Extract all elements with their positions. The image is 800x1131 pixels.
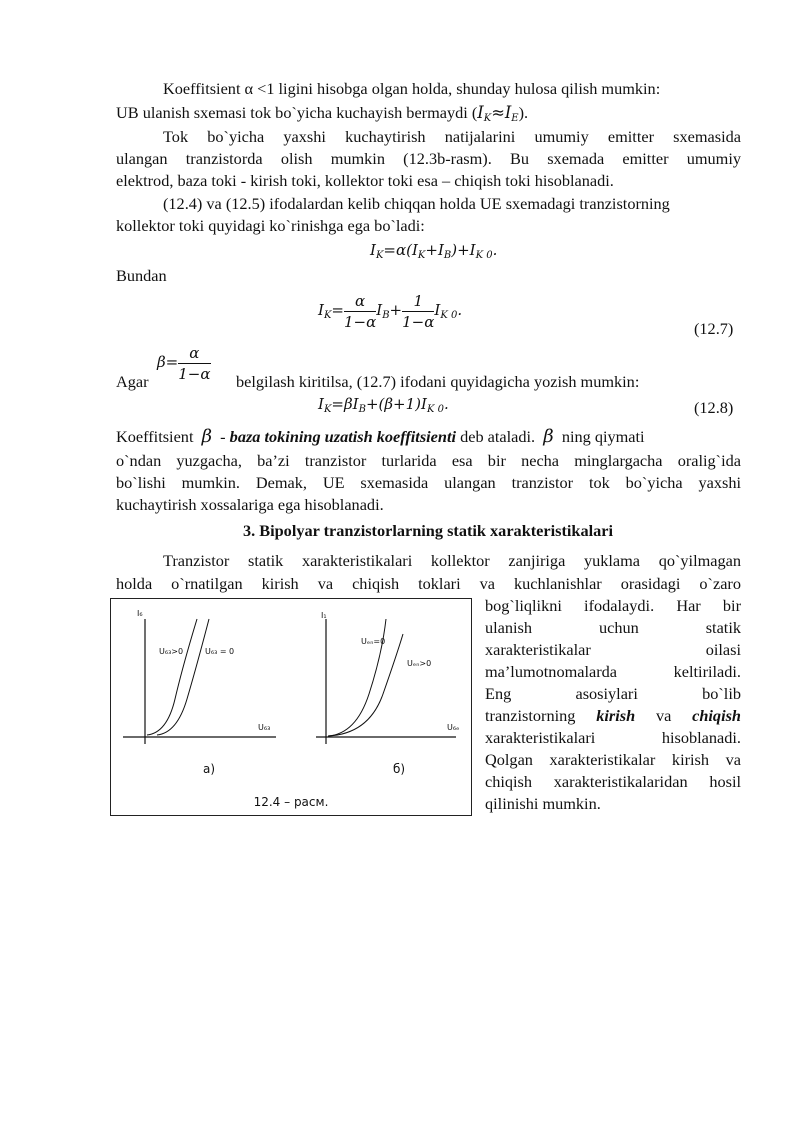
paragraph-1-line-1: Koeffitsient α <1 ligini hisobga olgan holda, shunday hulosa qilish mumkin: — [163, 79, 661, 98]
equation-12-7: $I_K=$ $\frac{\alpha}{1-\alpha}$ $I_B+$ $\frac{1}{1-\alpha}$ $I_{K 0}$. — [318, 291, 463, 331]
side-text-line-1: bog`liqlikni ifodalaydi. Har bir — [485, 596, 741, 615]
plot-b-y-label: I₁ — [321, 611, 327, 620]
equation-12-7-number: (12.7) — [694, 319, 734, 338]
plot-a-x-label: U₆₃ — [258, 723, 271, 732]
side-text-line-8: Qolgan xarakteristikalar kirish va — [485, 750, 741, 769]
paragraph-1-line-2: UB ulanish sxemasi tok bo`yicha kuchayish bermaydi $(I_K\approx I_E)$. — [116, 103, 529, 124]
beta-definition: β= $\frac{\alpha}{1-\alpha}$ — [157, 343, 211, 383]
figure-12-4 — [110, 598, 472, 816]
side-text-line-2: ulanish uchun statik — [485, 618, 741, 637]
figure-caption: 12.4 – расм. — [253, 795, 329, 809]
paragraph-3-line-2: kollektor toki quyidagi ko`rinishga ega bo`ladi: — [116, 216, 425, 235]
paragraph-2-line-2: ulangan tranzistorda olish mumkin (12.3b-rasm). Bu sxemada emitter umumiy — [116, 149, 741, 168]
side-text-line-6: tranzistorning kirish va chiqish — [485, 706, 741, 725]
paragraph-3-line-1: (12.4) va (12.5) ifodalardan kelib chiqqan holda UE sxemadagi tranzistorning — [163, 194, 670, 213]
plot-a-curve-2 — [157, 619, 209, 735]
paragraph-4-line-4: kuchaytirish xossalariga ega hisoblanadi. — [116, 495, 384, 514]
plot-b-x-label: U₆ₑ — [447, 723, 460, 732]
equation-12-8: $I_K=\beta I_B+(\beta+1)I_{K 0}$. — [318, 395, 449, 415]
paragraph-5-line-1: Tranzistor statik xarakteristikalari kollektor zanjiriga yuklama qo`yilmagan — [163, 551, 741, 570]
side-text-line-5: Eng asosiylari bo`lib — [485, 684, 741, 703]
plot-a-label: а) — [203, 762, 216, 776]
side-text-line-4: ma’lumotnomalarda keltiriladi. — [485, 662, 741, 681]
paragraph-2-line-3: elektrod, baza toki - kirish toki, kollektor toki esa – chiqish toki hisoblanadi. — [116, 171, 614, 190]
plot-a-curve-2-label: U₆₃ = 0 — [205, 647, 235, 656]
agar-label: Agar — [116, 372, 149, 391]
side-text-line-3: xarakteristikalar oilasi — [485, 640, 741, 659]
paragraph-4-line-2: o`ndan yuzgacha, ba’zi tranzistor turlarida esa bir necha minglargacha oralig`ida — [116, 451, 741, 470]
equation-collector-current: $I_K=\alpha(I_K+I_B)+I_{K 0}$. — [370, 241, 498, 261]
plot-a-y-label: I₆ — [137, 609, 143, 618]
plot-b-curve-2-label: Uₑₙ>0 — [407, 659, 432, 668]
paragraph-4-line-3: bo`lishi mumkin. Demak, UE sxemasida ulangan tranzistor tok bo`yicha yaxshi — [116, 473, 741, 492]
paragraph-4-line-1: Koeffitsient β - baza tokining uzatish koeffitsienti deb ataladi. β ning qiymati — [116, 426, 645, 447]
equation-12-8-number: (12.8) — [694, 398, 734, 417]
plot-a-curve-1 — [147, 619, 197, 735]
paragraph-5-line-2: holda o`rnatilgan kirish va chiqish toklari va kuchlanishlar orasidagi o`zaro — [116, 574, 741, 593]
plot-b-curve-1-label: Uₑₙ=0 — [361, 637, 386, 646]
agar-sentence: belgilash kiritilsa, (12.7) ifodani quyidagicha yozish mumkin: — [236, 372, 640, 391]
plot-b-curve-2 — [328, 634, 403, 736]
bundan-label: Bundan — [116, 266, 167, 285]
side-text-line-7: xarakteristikalari hisoblanadi. — [485, 728, 741, 747]
section-heading: 3. Bipolyar tranzistorlarning statik xarakteristikalari — [242, 521, 614, 540]
figure-drawing — [111, 599, 471, 815]
paragraph-2-line-1: Tok bo`yicha yaxshi kuchaytirish natijalarini umumiy emitter sxemasida — [163, 127, 741, 146]
side-text-line-9: chiqish xarakteristikalaridan hosil — [485, 772, 741, 791]
plot-b-label: б) — [393, 762, 406, 776]
plot-a-curve-1-label: U₆₃>0 — [159, 647, 184, 656]
side-text-line-10: qilinishi mumkin. — [485, 794, 601, 813]
